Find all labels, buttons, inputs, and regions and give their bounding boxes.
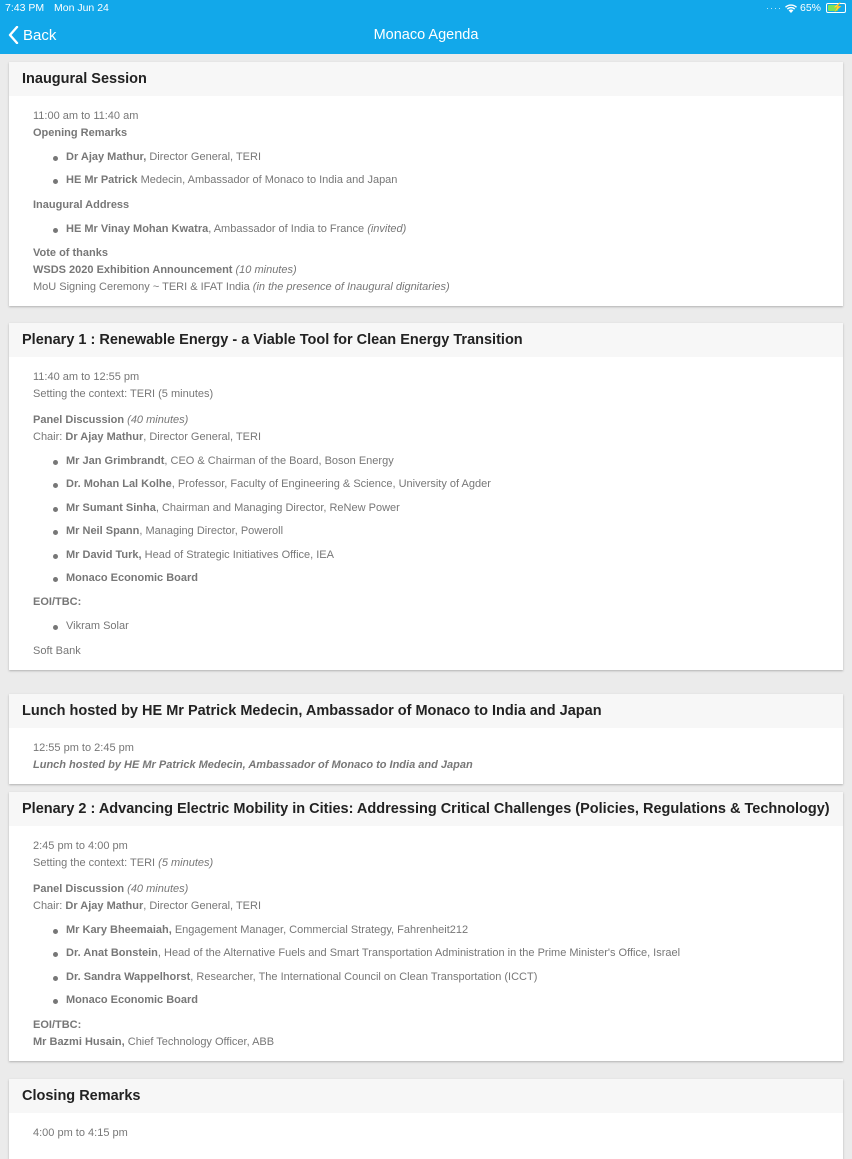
session-time: 11:40 am to 12:55 pm [33, 371, 140, 383]
agenda-line: Setting the context: TERI (5 minutes) [33, 857, 214, 869]
chair-line: Chair: Dr Ajay Mathur, Director General, TERI [33, 900, 262, 912]
session-time: 4:00 pm to 4:15 pm [33, 1127, 128, 1139]
speaker-list [33, 218, 819, 241]
agenda-line: Lunch hosted by HE Mr Patrick Medecin, Ambassador of Monaco to India and Japan [33, 759, 473, 771]
agenda-line: WSDS 2020 Exhibition Announcement (10 minutes) [33, 264, 297, 277]
chair-line: Chair: Dr Ajay Mathur, Director General, TERI [33, 431, 262, 443]
status-time: 7:43 PM [5, 2, 45, 14]
speaker-list [33, 615, 819, 638]
section-heading: Inaugural Address [33, 198, 130, 211]
status-date: Mon Jun 24 [54, 2, 109, 14]
list-item: Vikram Solar [33, 615, 819, 638]
list-item: Mr David Turk, Head of Strategic Initiatives Office, IEA [33, 544, 819, 567]
back-label: Back [23, 26, 57, 44]
agenda-line: Soft Bank [33, 644, 81, 657]
list-item: Monaco Economic Board [33, 989, 819, 1012]
list-item: HE Mr Vinay Mohan Kwatra, Ambassador of India to France (invited) [33, 218, 819, 241]
list-item: Mr Jan Grimbrandt, CEO & Chairman of the Board, Boson Energy [33, 450, 819, 473]
section-heading: EOI/TBC: [33, 596, 82, 609]
session-card [9, 323, 843, 670]
speaker-list [33, 919, 819, 1013]
session-title: Lunch hosted by HE Mr Patrick Medecin, Ambassador of Monaco to India and Japan [9, 694, 843, 728]
session-title: Inaugural Session [9, 62, 843, 96]
list-item: Monaco Economic Board [33, 567, 819, 590]
list-item: HE Mr Patrick Medecin, Ambassador of Monaco to India and Japan [33, 169, 819, 192]
list-item: Dr Ajay Mathur, Director General, TERI [33, 146, 819, 169]
page-title: Monaco Agenda [373, 27, 479, 43]
section-heading: Opening Remarks [33, 127, 128, 139]
signal-dots-icon: ···· [765, 3, 782, 13]
list-item: Dr. Sandra Wappelhorst, Researcher, The International Council on Clean Transportation (ICCT) [33, 966, 819, 989]
section-heading: Vote of thanks [33, 247, 108, 260]
list-item: Dr. Mohan Lal Kolhe, Professor, Faculty of Engineering & Science, University of Agder [33, 473, 819, 496]
session-time: 11:00 am to 11:40 am [33, 110, 139, 122]
battery-percent: 65% [799, 2, 821, 14]
agenda-line: Setting the context: TERI (5 minutes) [33, 388, 214, 400]
battery-icon: ⚡ [826, 3, 846, 13]
session-details [9, 1113, 843, 1152]
session-time: 2:45 pm to 4:00 pm [33, 840, 128, 852]
session-card [9, 62, 843, 306]
session-title: Plenary 2 : Advancing Electric Mobility in Cities: Addressing Critical Challenges (Policies, Regulations & Technology) [9, 792, 843, 826]
session-time: 12:55 pm to 2:45 pm [33, 742, 134, 754]
session-details [9, 96, 843, 306]
navigation-bar [0, 0, 852, 54]
status-indicators [766, 2, 846, 14]
section-heading: EOI/TBC: [33, 1018, 82, 1031]
session-title: Plenary 1 : Renewable Energy - a Viable Tool for Clean Energy Transition [9, 323, 843, 357]
session-card [9, 1079, 843, 1159]
session-title: Closing Remarks [9, 1079, 843, 1113]
list-item: Mr Sumant Sinha, Chairman and Managing Director, ReNew Power [33, 497, 819, 520]
agenda-line: MoU Signing Ceremony ~ TERI & IFAT India (in the presence of Inaugural dignitaries) [33, 281, 450, 294]
session-details [9, 357, 843, 670]
session-card [9, 694, 843, 784]
list-item: Dr. Anat Bonstein, Head of the Alternative Fuels and Smart Transportation Administration in the Prime Minister's Office, Israel [33, 942, 819, 965]
session-details [9, 728, 843, 784]
section-heading: Panel Discussion (40 minutes) [33, 414, 189, 426]
agenda-line: Mr Bazmi Husain, Chief Technology Officer, ABB [33, 1035, 275, 1048]
speaker-list [33, 450, 819, 590]
wifi-icon [785, 4, 797, 13]
speaker-list [33, 146, 819, 193]
list-item: Mr Neil Spann, Managing Director, Poweroll [33, 520, 819, 543]
session-details [9, 826, 843, 1061]
list-item: Mr Kary Bheemaiah, Engagement Manager, Commercial Strategy, Fahrenheit212 [33, 919, 819, 942]
section-heading: Panel Discussion (40 minutes) [33, 883, 189, 895]
session-card [9, 792, 843, 1061]
